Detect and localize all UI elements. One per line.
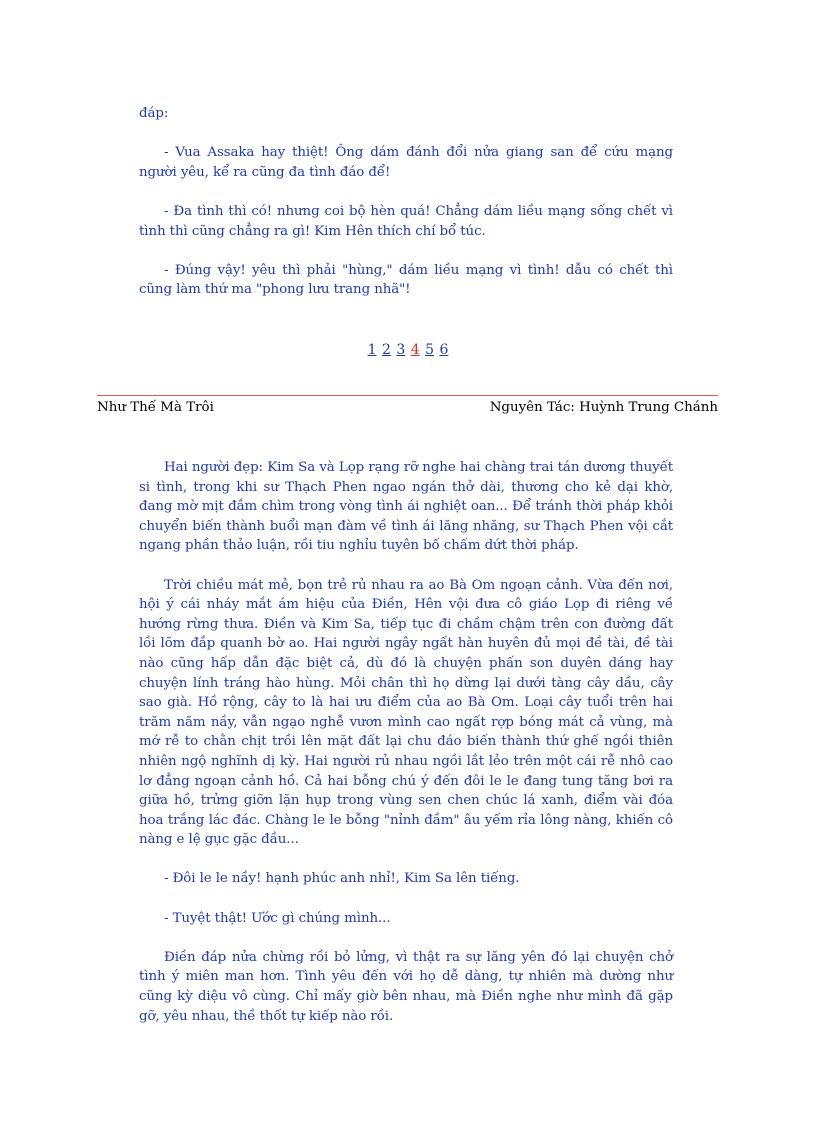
- page-link-5[interactable]: 5: [425, 342, 435, 358]
- dialogue-line: - Đôi le le nầy! hạnh phúc anh nhỉ!, Kim Sa lên tiếng.: [164, 871, 520, 887]
- paragraph: - Vua Assaka hay thiệt! Ông dám đánh đổi nửa giang san để cứu mạng người yêu, kể ra cũng đa tình đáo để!: [139, 145, 673, 180]
- page-link-3[interactable]: 3: [396, 342, 406, 358]
- book-title: Như Thế Mà Trôi: [97, 400, 214, 415]
- paragraph: Trời chiều mát mẻ, bọn trẻ rủ nhau ra ao Bà Om ngoạn cảnh. Vừa đến nơi, hội ý cái nháy mắt ám hiệu của Điền, Hên vội đưa cô giáo Lọp đi riêng về hướng rừng thưa. Điền và Kim Sa, tiếp tục đi chầm chậm trên con đường đất lồi lõm đắp quanh bờ ao. Hai người ngây ngất hàn huyên đủ mọi đề tài, đề tài nào cũng hấp dẫn đặc biệt cả, dù đó là chuyện phấn son duyên dáng hay chuyện lính tráng hào hùng. Mỏi chân thì họ dừng lại dưới tàng cây dầu, cây sao già. Hồ rộng, cây to là hai ưu điểm của ao Bà Om. Loại cây tuổi trên hai trăm năm nầy, vẫn ngạo nghễ vươn mình cao ngất rợp bóng mát cả vùng, mà mớ rễ to chằn chịt trồi lên mặt đất lại chu đáo biến thành thứ ghế ngồi thiên nhiên ngộ nghĩnh dị kỳ. Hai người rủ nhau ngồi lắt lẻo trên một cái rễ nhô cao lơ đẳng ngoạn cảnh hồ. Cả hai bỗng chú ý đến đôi le le đang tung tăng bơi ra giữa hồ, trửng giỡn lặn hụp trong vùng sen chen chúc lá xanh, điểm vài đóa hoa trắng lác đác. Chàng le le bỗng "nỉnh đầm" âu yếm rỉa lông nàng, khiến cô nàng e lệ gục gặc đầu...: [139, 577, 673, 848]
- paragraph: Điền đáp nửa chừng rồi bỏ lửng, vì thật ra sự lăng yên đó lại chuyện chở tình ý miên man hơn. Tình yêu đến với họ dễ dàng, tự nhiên mà dường như cũng kỳ diệu vô cùng. Chỉ mấy giờ bên nhau, mà Điền nghe như mình đã gặp gỡ, yêu nhau, thề thốt tự kiếp nào rồi.: [139, 949, 673, 1024]
- pagination: [0, 341, 816, 359]
- paragraph-fragment: đáp:: [139, 106, 169, 121]
- page-link-2[interactable]: 2: [381, 342, 391, 358]
- main-text: [139, 458, 673, 1026]
- previous-page-text: [139, 104, 673, 300]
- page-link-1[interactable]: 1: [367, 342, 377, 358]
- author-credit: Nguyên Tác: Huỳnh Trung Chánh: [489, 400, 718, 415]
- dialogue-line: - Tuyệt thật! Ước gì chúng mình...: [164, 910, 391, 926]
- page-link-6[interactable]: 6: [439, 342, 449, 358]
- page-header: [97, 399, 718, 417]
- paragraph: Hai người đẹp: Kim Sa và Lọp rạng rỡ nghe hai chàng trai tán dương thuyết si tình, trong khi sư Thạch Phen ngao ngán thở dài, thương cho kẻ dại khờ, đang mờ mịt đắm chìm trong vòng tình ái nghiệt oan... Để tránh thời pháp khỏi chuyển biến thành buổi mạn đàm về tình ái lăng nhăng, sư Thạch Phen vội cắt ngang phần thảo luận, rồi tiu nghỉu tuyên bố chấm dứt thời pháp.: [139, 460, 673, 554]
- horizontal-divider: [97, 395, 718, 396]
- paragraph: - Đa tình thì có! nhưng coi bộ hèn quá! Chẳng dám liều mạng sống chết vì tình thì cũng chẳng ra gì! Kim Hên thích chí bổ túc.: [139, 203, 673, 239]
- paragraph: - Đúng vậy! yêu thì phải "hùng," dám liều mạng vì tình! dẫu có chết thì cũng làm thứ ma "phong lưu trang nhã"!: [139, 262, 673, 298]
- page-link-4-current[interactable]: 4: [410, 342, 420, 358]
